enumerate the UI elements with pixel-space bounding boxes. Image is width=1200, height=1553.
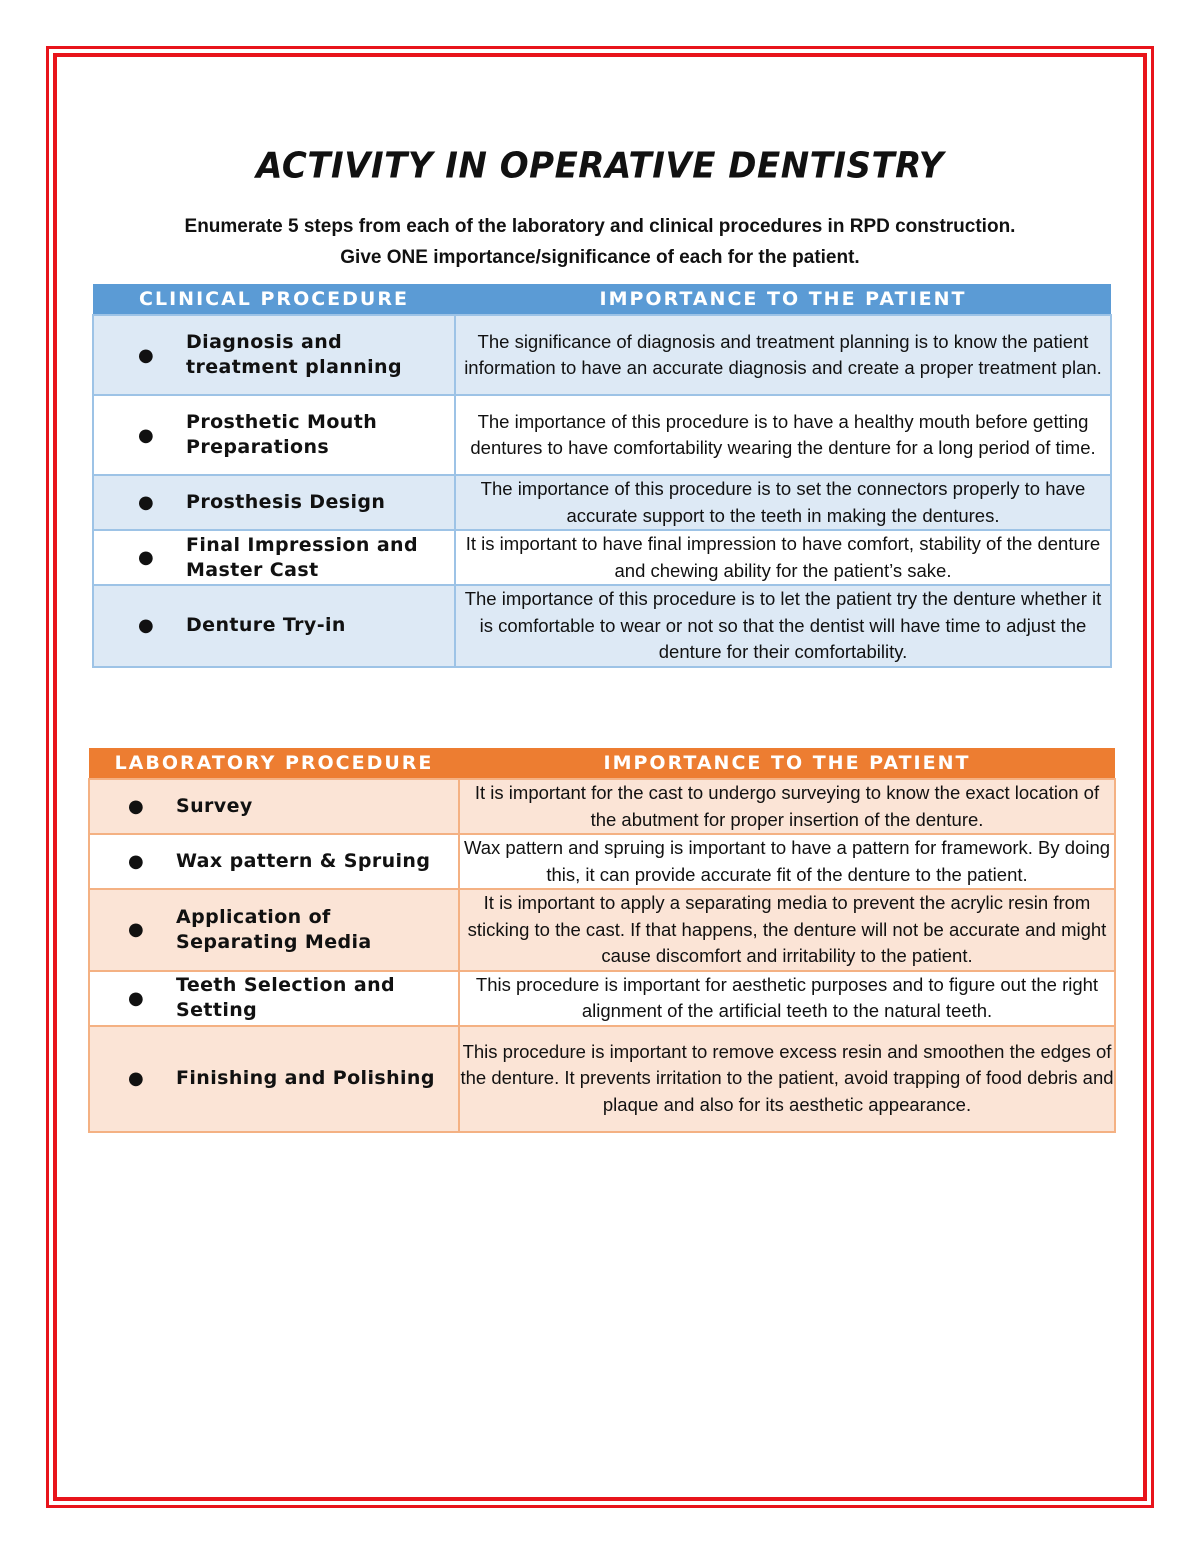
table-row <box>93 475 1111 530</box>
clinical-step-label: Prosthetic Mouth Preparations <box>186 411 378 458</box>
laboratory-step-cell <box>89 971 459 1026</box>
table-row <box>89 1026 1115 1132</box>
laboratory-step-label: Finishing and Polishing <box>176 1067 435 1089</box>
bullet-icon: ● <box>127 987 145 1009</box>
laboratory-importance-cell: This procedure is important to remove excess resin and smoothen the edges of the denture. It prevents irritation to the patient, avoid trapping of food debris and plaque and also for its aesthetic appearance. <box>459 1026 1115 1132</box>
clinical-step-cell <box>93 475 455 530</box>
instructions <box>0 211 1200 273</box>
clinical-importance-cell: The significance of diagnosis and treatment planning is to know the patient information to have an accurate diagnosis and create a proper treatment plan. <box>455 315 1111 395</box>
clinical-importance-cell: The importance of this procedure is to let the patient try the denture whether it is comfortable to wear or not so that the dentist will have time to adjust the denture for their comfortability. <box>455 585 1111 667</box>
clinical-importance-cell: The importance of this procedure is to set the connectors properly to have accurate support to the teeth in making the dentures. <box>455 475 1111 530</box>
table-row <box>89 834 1115 889</box>
clinical-step-cell <box>93 395 455 475</box>
bullet-icon: ● <box>127 1068 145 1089</box>
bullet-icon: ● <box>137 492 155 513</box>
table-row <box>93 395 1111 475</box>
clinical-step-cell <box>93 530 455 585</box>
bullet-icon: ● <box>137 547 155 568</box>
clinical-procedure-table <box>92 284 1112 668</box>
clinical-step-label: Final Impression and Master Cast <box>186 533 418 581</box>
table-row <box>89 779 1115 834</box>
clinical-importance-cell: The importance of this procedure is to have a healthy mouth before getting dentures to have comfortability wearing the denture for a long period of time. <box>455 395 1111 475</box>
table-row <box>93 315 1111 395</box>
laboratory-step-label: Survey <box>176 795 253 817</box>
instruction-line-1: Enumerate 5 steps from each of the laboratory and clinical procedures in RPD construction. <box>184 216 1016 237</box>
laboratory-step-label: Application of Separating Media <box>176 905 372 953</box>
clinical-header-importance: IMPORTANCE TO THE PATIENT <box>455 284 1111 315</box>
laboratory-step-label: Wax pattern & Spruing <box>176 850 431 872</box>
laboratory-header-procedure: LABORATORY PROCEDURE <box>89 748 459 779</box>
table-row <box>93 530 1111 585</box>
bullet-icon: ● <box>137 615 155 637</box>
laboratory-step-cell <box>89 1026 459 1132</box>
bullet-icon: ● <box>137 344 155 366</box>
bullet-icon: ● <box>127 796 145 817</box>
table-row <box>93 585 1111 667</box>
bullet-icon: ● <box>137 424 155 446</box>
instruction-line-2: Give ONE importance/significance of each for the patient. <box>340 247 860 268</box>
clinical-header-procedure: CLINICAL PROCEDURE <box>93 284 455 315</box>
table-row <box>89 889 1115 971</box>
clinical-step-label: Prosthesis Design <box>186 491 386 513</box>
clinical-importance-cell: It is important to have final impression to have comfort, stability of the denture and chewing ability for the patient’s sake. <box>455 530 1111 585</box>
table-row <box>89 971 1115 1026</box>
bullet-icon: ● <box>127 851 145 872</box>
laboratory-step-cell <box>89 889 459 971</box>
laboratory-step-cell <box>89 834 459 889</box>
clinical-step-cell <box>93 585 455 667</box>
laboratory-step-cell <box>89 779 459 834</box>
clinical-step-cell <box>93 315 455 395</box>
bullet-icon: ● <box>127 919 145 941</box>
clinical-step-label: Denture Try-in <box>186 614 346 637</box>
laboratory-header-importance: IMPORTANCE TO THE PATIENT <box>459 748 1115 779</box>
page-title: ACTIVITY IN OPERATIVE DENTISTRY <box>256 145 944 187</box>
laboratory-step-label: Teeth Selection and Setting <box>176 974 396 1021</box>
clinical-step-label: Diagnosis and treatment planning <box>186 331 402 378</box>
laboratory-importance-cell: Wax pattern and spruing is important to have a pattern for framework. By doing this, it can provide accurate fit of the denture to the patient. <box>459 834 1115 889</box>
laboratory-importance-cell: This procedure is important for aesthetic purposes and to figure out the right alignment of the artificial teeth to the natural teeth. <box>459 971 1115 1026</box>
laboratory-importance-cell: It is important for the cast to undergo surveying to know the exact location of the abutment for proper insertion of the denture. <box>459 779 1115 834</box>
laboratory-importance-cell: It is important to apply a separating media to prevent the acrylic resin from sticking to the cast. If that happens, the denture will not be accurate and might cause discomfort and irritability to the patient. <box>459 889 1115 971</box>
laboratory-procedure-table <box>88 748 1116 1133</box>
